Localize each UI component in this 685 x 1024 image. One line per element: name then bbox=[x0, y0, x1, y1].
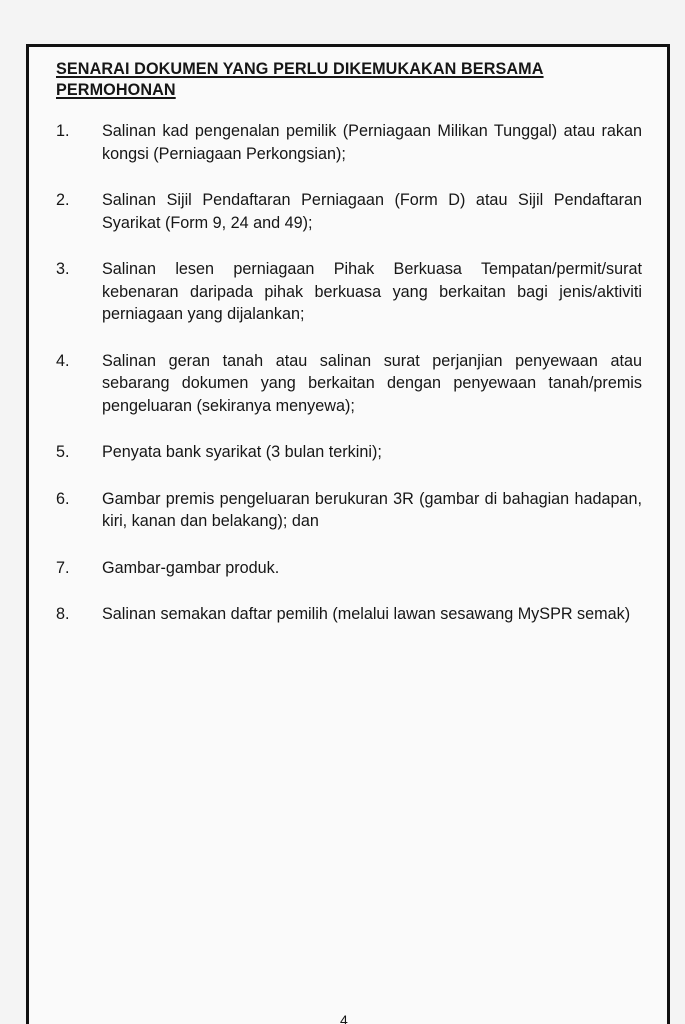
item-text: Gambar premis pengeluaran berukuran 3R (gambar di bahagian hadapan, kiri, kanan dan belakang); dan bbox=[102, 489, 642, 530]
item-text: Salinan Sijil Pendaftaran Perniagaan (Form D) atau Sijil Pendaftaran Syarikat (Form 9, 24 and 49); bbox=[102, 191, 642, 232]
item-text: Penyata bank syarikat (3 bulan terkini); bbox=[102, 443, 382, 461]
item-text: Salinan lesen perniagaan Pihak Berkuasa Tempatan/permit/surat kebenaran daripada pihak berkuasa yang berkaitan bagi jenis/aktiviti perniagaan yang dijalankan; bbox=[102, 260, 642, 323]
item-number: 5. bbox=[56, 443, 70, 461]
list-item bbox=[56, 189, 642, 234]
list-item bbox=[56, 350, 642, 418]
item-text: Salinan geran tanah atau salinan surat perjanjian penyewaan atau sebarang dokumen yang berkaitan dengan penyewaan tanah/premis pengeluaran (sekiranya menyewa); bbox=[102, 351, 642, 415]
list-item bbox=[56, 120, 642, 165]
list-item bbox=[56, 557, 642, 580]
item-number: 6. bbox=[56, 489, 70, 508]
item-number: 8. bbox=[56, 605, 70, 623]
item-number: 1. bbox=[56, 122, 70, 140]
list-item bbox=[56, 603, 642, 626]
item-number: 4. bbox=[56, 351, 70, 370]
item-number: 2. bbox=[56, 191, 70, 209]
item-text: Gambar-gambar produk. bbox=[102, 558, 280, 577]
list-item bbox=[56, 441, 642, 464]
item-text: Salinan kad pengenalan pemilik (Perniagaan Milikan Tunggal) atau rakan kongsi (Perniagaan Perkongsian); bbox=[102, 122, 642, 163]
item-number: 7. bbox=[56, 558, 70, 577]
item-text: Salinan semakan daftar pemilih (melalui lawan sesawang MySPR semak) bbox=[102, 605, 631, 623]
list-item bbox=[56, 488, 642, 533]
document-list bbox=[56, 120, 642, 650]
page-number: 4 bbox=[340, 1012, 348, 1024]
item-number: 3. bbox=[56, 260, 70, 278]
list-item bbox=[56, 258, 642, 326]
document-heading: SENARAI DOKUMEN YANG PERLU DIKEMUKAKAN BERSAMA PERMOHONAN bbox=[56, 60, 544, 99]
